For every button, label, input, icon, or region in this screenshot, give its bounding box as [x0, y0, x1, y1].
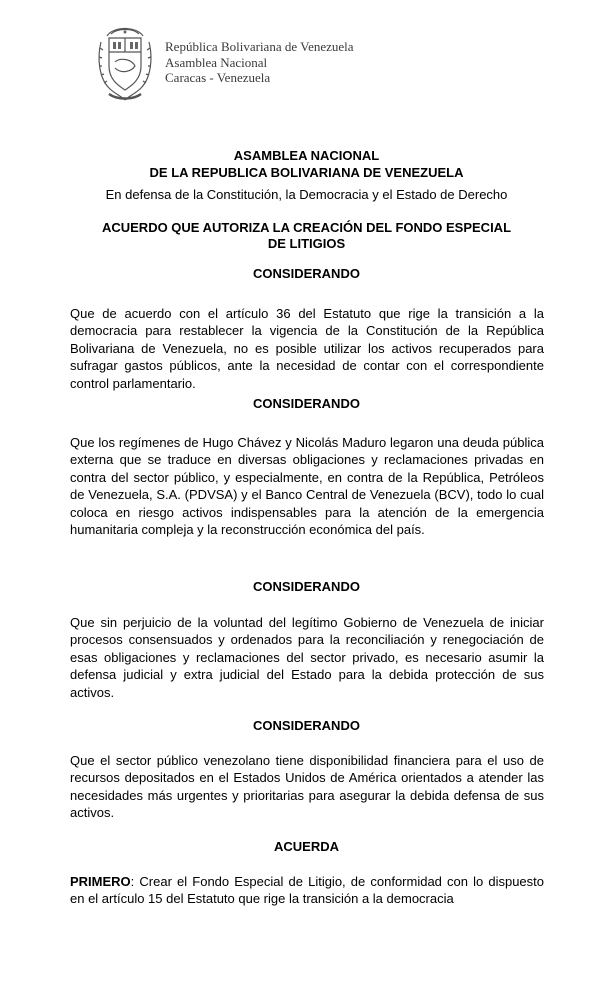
- considerando-heading-2: CONSIDERANDO: [253, 396, 360, 411]
- considerando-heading-3: CONSIDERANDO: [253, 579, 360, 594]
- header-title-line2: DE LA REPUBLICA BOLIVARIANA DE VENEZUELA: [149, 165, 464, 180]
- agreement-title-line2: DE LITIGIOS: [267, 236, 346, 251]
- agreement-title-line1: ACUERDO QUE AUTORIZA LA CREACIÓN DEL FONDO ESPECIAL: [101, 220, 512, 235]
- acuerda-primero: [70, 873, 544, 908]
- letterhead-line-city: Caracas - Venezuela: [165, 70, 271, 85]
- considerando-text-1: Que de acuerdo con el artículo 36 del Estatuto que rige la transición a la democracia para restablecer la vigencia de la Constitución de la República Bolivariana de Venezuela, no es posible utilizar los activos recuperados para sufragar gastos públicos, ante la necesidad de contar con el correspondiente control parlamentario.: [70, 306, 544, 391]
- header-title-line1: ASAMBLEA NACIONAL: [233, 148, 380, 163]
- primero-label: PRIMERO: [70, 874, 131, 889]
- coat-of-arms-icon: [95, 22, 155, 106]
- letterhead-line-republic: República Bolivariana de Venezuela: [165, 39, 354, 54]
- considerando-text-2: Que los regímenes de Hugo Chávez y Nicolás Maduro legaron una deuda pública externa que se traduce en diversas obligaciones y reclamaciones privadas en contra del sector público, y especialmente, en contra de la República, Petróleos de Venezuela, S.A. (PDVSA) y el Banco Central de Venezuela (BCV), todo lo cual coloca en riesgo activos indispensables para la atención de la emergencia humanitaria compleja y la reconstrucción económica del país.: [70, 435, 544, 538]
- considerando-text-3: Que sin perjuicio de la voluntad del legítimo Gobierno de Venezuela de iniciar procesos consensuados y ordenados para la reconciliación y renegociación de esas obligaciones y reclamaciones del sector privado, es necesario asumir la defensa judicial y extra judicial del Estado para la debida protección de sus activos.: [70, 615, 544, 700]
- letterhead-text: [165, 39, 354, 86]
- considerando-heading-4: CONSIDERANDO: [253, 718, 360, 733]
- primero-text: : Crear el Fondo Especial de Litigio, de conformidad con lo dispuesto en el artículo 15 del Estatuto que rige la transición a la democracia: [70, 874, 544, 907]
- letterhead: [95, 20, 475, 110]
- considerando-text-4: Que el sector público venezolano tiene disponibilidad financiera para el uso de recursos depositados en el Estados Unidos de América orientados a atender las necesidades más urgentes y prioritarias para asegurar la debida defensa de sus activos.: [70, 753, 544, 821]
- acuerda-heading: ACUERDA: [274, 839, 339, 854]
- letterhead-line-assembly: Asamblea Nacional: [165, 54, 268, 70]
- header-subtitle: En defensa de la Constitución, la Democracia y el Estado de Derecho: [105, 187, 508, 202]
- considerando-heading-1: CONSIDERANDO: [253, 266, 360, 281]
